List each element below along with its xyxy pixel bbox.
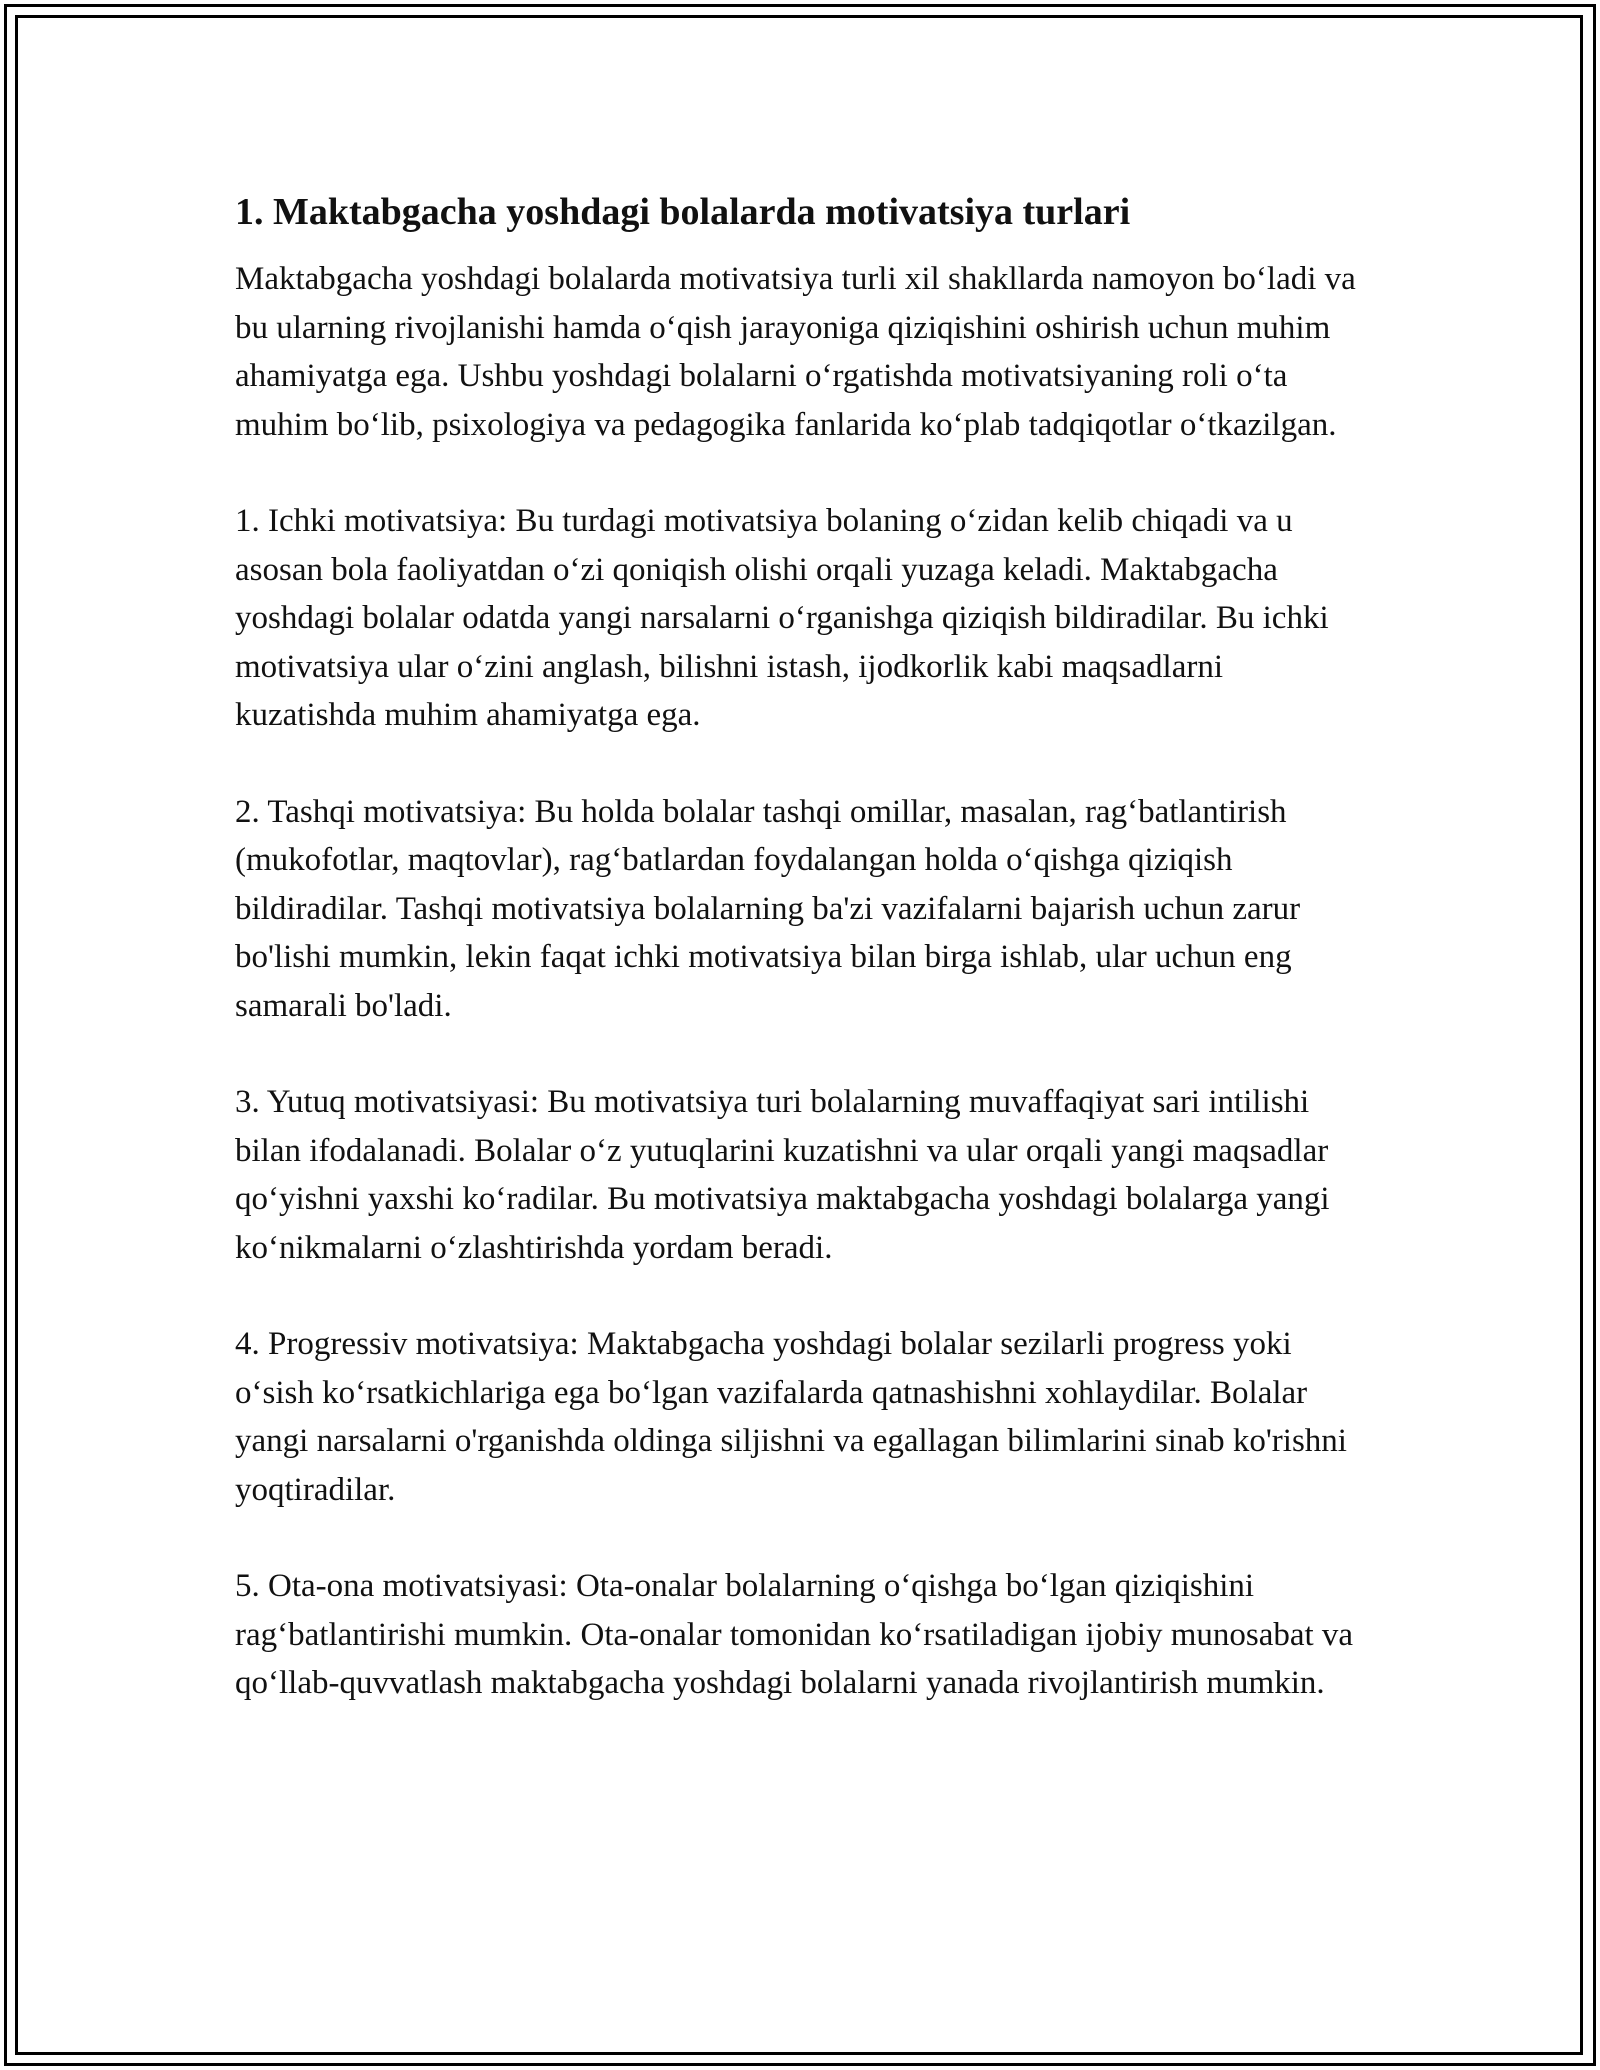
paragraph-extrinsic-motivation: 2. Tashqi motivatsiya: Bu holda bolalar tashqi omillar, masalan, rag‘batlantirish (mukofotlar, maqtovlar), rag‘batlardan foydalangan holda o‘qishga qiziqish bildiradilar. Tashqi motivatsiya bolalarning ba'zi vazifalarni bajarish uchun zarur bo'lishi mumkin, lekin faqat ichki motivatsiya bilan birga ishlab, ular uchun eng samarali bo'ladi. (235, 793, 1301, 1024)
intro-paragraph: Maktabgacha yoshdagi bolalarda motivatsiya turli xil shakllarda namoyon bo‘ladi va bu ularning rivojlanishi hamda o‘qish jarayoniga qiziqishini oshirish uchun muhim ahamiyatga ega. Ushbu yoshdagi bolalarni o‘rgatishda motivatsiyaning roli o‘ta muhim bo‘lib, psixologiya va pedagogika fanlarida ko‘plab tadqiqotlar o‘tkazilgan. (235, 261, 1356, 443)
paragraph-intrinsic-motivation: 1. Ichki motivatsiya: Bu turdagi motivatsiya bolaning o‘zidan kelib chiqadi va u asosan bola faoliyatdan o‘zi qoniqish olishi orqali yuzaga keladi. Maktabgacha yoshdagi bolalar odatda yangi narsalarni o‘rganishga qiziqish bildiradilar. Bu ichki motivatsiya ular o‘zini anglash, bilishni istash, ijodkorlik kabi maqsadlarni kuzatishda muhim ahamiyatga ega. (235, 503, 1329, 733)
paragraph-achievement-motivation: 3. Yutuq motivatsiyasi: Bu motivatsiya turi bolalarning muvaffaqiyat sari intilishi bilan ifodalanadi. Bolalar o‘z yutuqlarini kuzatishni va ular orqali yangi maqsadlar qo‘yishni yaxshi ko‘radilar. Bu motivatsiya maktabgacha yoshdagi bolalarga yangi ko‘nikmalarni o‘zlashtirishda yordam beradi. (235, 1084, 1330, 1266)
section-heading: 1. Maktabgacha yoshdagi bolalarda motivatsiya turlari (235, 191, 1131, 233)
document-body (235, 187, 1365, 1756)
paragraph-progressive-motivation: 4. Progressiv motivatsiya: Maktabgacha yoshdagi bolalar sezilarli progress yoki o‘sish ko‘rsatkichlariga ega bo‘lgan vazifalarda qatnashishni xohlaydilar. Bolalar yangi narsalarni o'rganishda oldinga siljishni va egallagan bilimlarini sinab ko'rishni yoqtiradilar. (235, 1326, 1347, 1508)
paragraph-parental-motivation: 5. Ota-ona motivatsiyasi: Ota-onalar bolalarning o‘qishga bo‘lgan qiziqishini rag‘batlantirishi mumkin. Ota-onalar tomonidan ko‘rsatiladigan ijobiy munosabat va qo‘llab-quvvatlash maktabgacha yoshdagi bolalarni yanada rivojlantirish mumkin. (235, 1568, 1354, 1701)
